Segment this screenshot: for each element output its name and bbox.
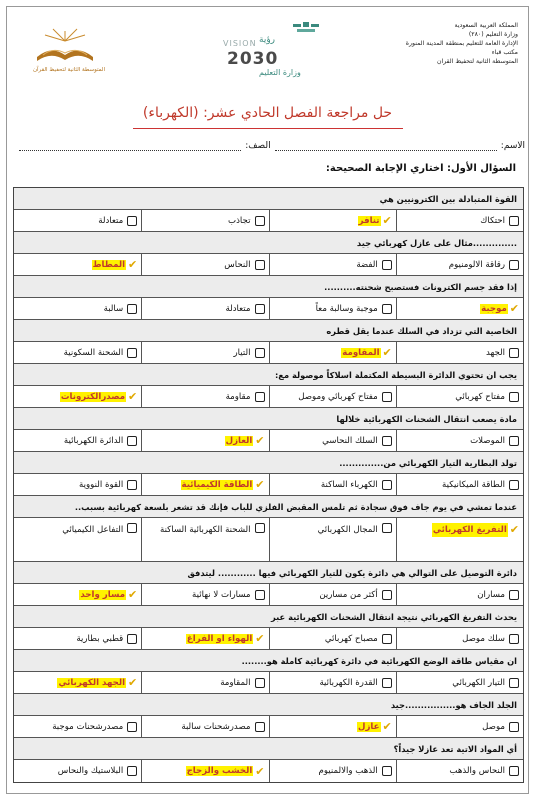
answer-option[interactable] [269,760,396,782]
options-row [14,584,523,606]
check-mark-icon: ✔ [382,720,392,733]
check-mark-icon: ✔ [255,764,265,778]
checkbox-icon[interactable] [509,634,519,644]
options-row [14,518,523,562]
option-text: موجبة وسالبة معاً [315,303,378,314]
checkbox-icon[interactable] [127,766,137,776]
check-mark-icon: ✔ [128,258,138,271]
option-text: القدرة الكهربائية [319,677,378,688]
answer-option[interactable] [396,584,523,605]
check-mark-icon: ✔ [255,632,265,645]
answer-option[interactable] [141,584,268,605]
checkbox-icon[interactable] [255,216,265,226]
option-text: مساران [477,589,505,600]
options-row [14,716,523,738]
option-text: التيار الكهربائي [452,677,505,688]
options-row [14,210,523,232]
correct-answer-text: التفريغ الكهربائي [432,525,507,535]
header-line: المملكة العربية السعودية [454,22,518,29]
options-row [14,760,523,782]
option-text: الشحنة السكونية [63,347,124,358]
checkbox-icon[interactable] [127,523,137,533]
answer-option[interactable] [141,210,268,231]
options-row [14,386,523,408]
student-info-row [15,139,525,153]
checkbox-icon[interactable] [509,216,519,226]
name-label: الاسم: [500,141,525,151]
answer-option[interactable] [269,584,396,605]
checkbox-icon[interactable] [255,722,265,732]
check-mark-icon: ✔ [509,523,519,536]
option-text: موصل [482,721,505,732]
answer-option[interactable] [269,386,396,407]
question-stem: أي المواد الاتية تعد عازلا جيداً؟ [14,738,523,760]
checkbox-icon[interactable] [127,722,137,732]
vision-2030-logo [203,21,323,79]
ministry-label: وزارة التعليم [259,68,301,77]
checkbox-icon[interactable] [509,766,519,776]
answer-option[interactable] [396,518,523,561]
checkbox-icon[interactable] [509,722,519,732]
options-row [14,342,523,364]
moe-logo-icon [291,21,321,37]
option-text: سالبة [103,303,124,314]
option-text: مقاومة [225,391,251,402]
option-text: التيار [233,347,251,358]
option-text: الفضة [356,259,378,270]
answer-option[interactable] [14,342,141,363]
check-mark-icon: ✔ [128,588,138,601]
option-text: المجال الكهربائي [317,525,378,535]
question-stem: دائرة التوصيل على التوالي هي دائرة يكون للتيار الكهربائي فيها ............ ليتدفق [14,562,523,584]
answer-option[interactable] [141,342,268,363]
header [7,7,528,99]
school-book-icon [29,27,101,67]
answer-option[interactable] [269,628,396,649]
check-mark-icon: ✔ [128,676,138,689]
option-text: مصدرشحنات موجبة [52,721,124,732]
check-mark-icon: ✔ [382,214,392,227]
questions-table [13,187,524,783]
option-text: النحاس [224,259,251,270]
option-text: البلاستيك والنحاس [57,766,124,776]
option-text: متعادلة [225,303,251,314]
check-mark-icon: ✔ [382,346,392,359]
option-text: التفاعل الكيميائي [62,525,124,535]
checkbox-icon[interactable] [382,766,392,776]
checkbox-icon[interactable] [127,216,137,226]
checkbox-icon[interactable] [509,436,519,446]
options-row [14,254,523,276]
options-row [14,672,523,694]
answer-option[interactable] [14,298,141,319]
checkbox-icon[interactable] [127,436,137,446]
header-line: المتوسطة الثانية لتحفيظ القران [436,58,518,65]
answer-option[interactable] [14,716,141,737]
worksheet-page [6,6,529,794]
answer-option[interactable] [141,386,268,407]
correct-answer-text: الخشب والزجاج [186,766,253,776]
answer-option[interactable] [14,518,141,561]
answer-option[interactable] [269,474,396,495]
header-line: الإدارة العامة للتعليم بمنطقة المدينة المنورة [405,40,518,47]
check-mark-icon: ✔ [255,478,265,491]
school-name: المتوسطة الثانية لتحفيظ القرآن [32,67,105,73]
answer-option[interactable] [269,672,396,693]
options-row [14,298,523,320]
option-text: الطاقة الميكانيكية [442,479,505,490]
vision-year: 2030 [227,49,279,69]
checkbox-icon[interactable] [382,436,392,446]
option-text: أكثر من مسارين [319,589,378,600]
answer-option[interactable] [14,474,141,495]
question-stem: مادة يصعب انتقال الشحنات الكهربائية خلالها [14,408,523,430]
option-text: سلك موصل [462,633,505,644]
checkbox-icon[interactable] [509,480,519,490]
page-title: حل مراجعة الفصل الحادي عشر: (الكهرباء) [142,105,393,121]
answer-option[interactable] [396,254,523,275]
option-text: المقاومة [220,677,251,688]
question-stem: تولد البطارية التيار الكهربائي من.............. [14,452,523,474]
correct-answer-text: مسار واحد [80,589,126,600]
question-stem: يحدث التفريغ الكهربائي نتيجة انتقال الشحنات الكهربائية عبر [14,606,523,628]
checkbox-icon[interactable] [255,304,265,314]
header-line: مكتب قباء [491,49,518,56]
answer-option[interactable] [396,386,523,407]
option-text: السلك النحاسي [322,435,378,446]
option-text: الدائرة الكهربائية [63,435,124,446]
checkbox-icon[interactable] [127,348,137,358]
question-stem: عندما تمشي في يوم جاف فوق سجادة ثم تلمس المقبض الفلزي للباب فإنك قد تشعر بلسعة كهربائية بسبب.. [14,496,523,518]
correct-answer-text: العازل [225,435,253,446]
question-stem: ..............مثال على عازل كهربائي جيد [14,232,523,254]
option-text: الكهرباء الساكنة [320,479,378,490]
class-field[interactable] [19,142,241,151]
class-label: الصف: [245,141,271,151]
checkbox-icon[interactable] [127,304,137,314]
answer-option[interactable] [396,716,523,737]
checkbox-icon[interactable] [382,523,392,533]
option-text: مسارات لا نهائية [192,589,251,600]
correct-answer-text: المطاط [92,259,126,270]
checkbox-icon[interactable] [509,392,519,402]
answer-option[interactable] [269,254,396,275]
answer-option[interactable] [14,760,141,782]
question-stem: الخاصية التي تزداد في السلك عندما يقل قطره [14,320,523,342]
checkbox-icon[interactable] [255,348,265,358]
option-text: النحاس والذهب [449,766,505,776]
option-text: مفتاح كهربائي [455,391,505,402]
answer-option[interactable] [141,716,268,737]
option-text: الموصلات [470,435,505,446]
answer-option[interactable] [396,342,523,363]
options-row [14,628,523,650]
option-text: مصباح كهربائي [324,633,378,644]
checkbox-icon[interactable] [382,590,392,600]
title-underline [133,128,403,129]
check-mark-icon: ✔ [509,302,519,315]
section-title: السؤال الأول: اختاري الإجابة الصحيحة: [325,163,516,174]
checkbox-icon[interactable] [382,392,392,402]
checkbox-icon[interactable] [509,348,519,358]
answer-option[interactable] [269,518,396,561]
answer-option[interactable] [14,628,141,649]
check-mark-icon: ✔ [128,390,138,403]
options-row [14,430,523,452]
answer-option[interactable] [14,430,141,451]
option-text: الشحنة الكهربائية الساكنة [159,525,251,535]
correct-answer-text: الهواء او الفراغ [186,633,253,644]
options-row [14,474,523,496]
option-text: تجاذب [228,215,251,226]
option-text: رقاقة الالومنيوم [448,259,505,270]
answer-option[interactable] [14,210,141,231]
answer-option[interactable] [396,628,523,649]
correct-answer-text: موجبة [481,303,507,314]
answer-option[interactable] [141,474,268,495]
checkbox-icon[interactable] [255,260,265,270]
checkbox-icon[interactable] [382,304,392,314]
answer-option[interactable] [269,430,396,451]
checkbox-icon[interactable] [509,260,519,270]
correct-answer-text: الطاقة الكيميائية [181,479,253,490]
question-stem: إذا فقد جسم الكترونات فستصبح شحنته.......... [14,276,523,298]
checkbox-icon[interactable] [382,678,392,688]
answer-option[interactable] [141,628,268,649]
correct-answer-text: عازل [358,721,380,732]
checkbox-icon[interactable] [255,392,265,402]
option-text: قطبي بطارية [76,633,124,644]
answer-option[interactable] [396,298,523,319]
answer-option[interactable] [14,254,141,275]
option-text: مفتاح كهربائي وموصل [298,391,378,402]
check-mark-icon: ✔ [255,434,265,447]
correct-answer-text: تنافر [358,215,380,226]
answer-option[interactable] [14,386,141,407]
header-ministry-text [368,21,518,66]
answer-option[interactable] [269,210,396,231]
answer-option[interactable] [396,430,523,451]
answer-option[interactable] [141,430,268,451]
question-stem: ان مقياس طاقة الوضع الكهربائية في دائرة كهربائية كاملة هو........ [14,650,523,672]
answer-option[interactable] [14,584,141,605]
answer-option[interactable] [141,298,268,319]
checkbox-icon[interactable] [255,523,265,533]
answer-option[interactable] [141,254,268,275]
answer-option[interactable] [396,672,523,693]
answer-option[interactable] [269,298,396,319]
answer-option[interactable] [141,760,268,782]
checkbox-icon[interactable] [382,634,392,644]
correct-answer-text: الجهد الكهربائي [58,677,126,688]
checkbox-icon[interactable] [127,480,137,490]
checkbox-icon[interactable] [509,678,519,688]
checkbox-icon[interactable] [255,590,265,600]
checkbox-icon[interactable] [127,634,137,644]
question-stem: الجلد الجاف هو................جيد [14,694,523,716]
name-field[interactable] [275,142,497,151]
checkbox-icon[interactable] [382,260,392,270]
correct-answer-text: مصدرالكترونات [60,391,126,402]
answer-option[interactable] [14,672,141,693]
option-text: احتكاك [480,215,505,226]
option-text: الذهب والالمنيوم [318,766,378,776]
answer-option[interactable] [396,474,523,495]
answer-option[interactable] [396,210,523,231]
answer-option[interactable] [269,716,396,737]
option-text: القوة النووية [79,479,124,490]
checkbox-icon[interactable] [255,678,265,688]
checkbox-icon[interactable] [509,590,519,600]
answer-option[interactable] [141,672,268,693]
checkbox-icon[interactable] [382,480,392,490]
answer-option[interactable] [396,760,523,782]
option-text: الجهد [485,347,505,358]
question-stem: القوة المتبادلة بين الكترونيين هي [14,188,523,210]
answer-option[interactable] [269,342,396,363]
option-text: مصدرشحنات سالبة [181,721,251,732]
vision-label: VISION [223,39,257,48]
school-logo [29,27,105,75]
correct-answer-text: المقاومة [342,347,380,358]
option-text: متعادلة [98,215,124,226]
vision-ar-label: رؤية [259,35,276,45]
answer-option[interactable] [141,518,268,561]
question-stem: يجب ان تحتوي الدائرة البسيطة المكتملة اسلاكاً موصولة مع: [14,364,523,386]
header-line: وزارة التعليم (٢٨٠) [468,31,518,38]
